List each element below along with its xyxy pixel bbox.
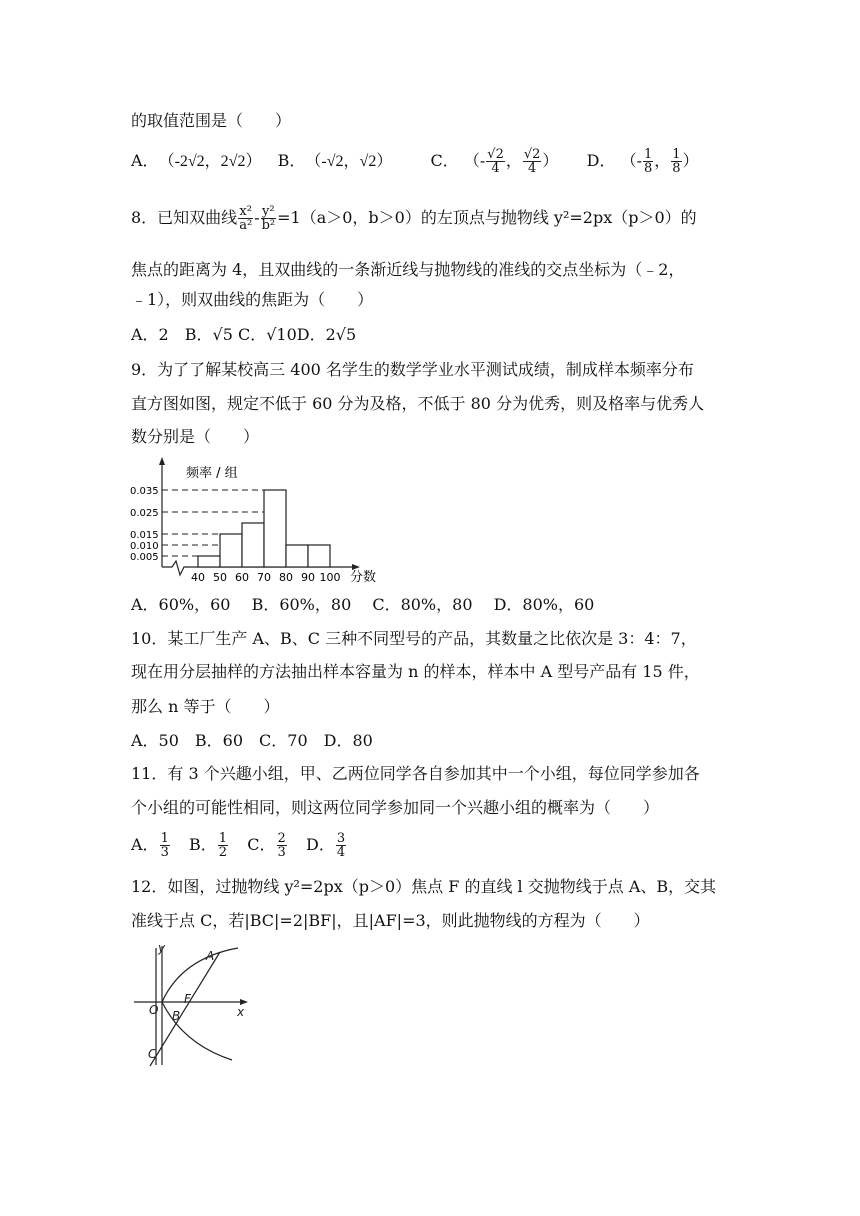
q7-d-close: ）	[682, 151, 699, 170]
q7-option-b: （-√2，√2）	[305, 153, 393, 170]
q7-d-den1: 8	[643, 161, 653, 176]
q11-option-c-label: C．	[247, 835, 276, 854]
histogram-y-tick-label: 0.015	[130, 530, 159, 541]
q8-rest: =1（a＞0，b＞0）的左顶点与抛物线 y²=2px（p＞0）的	[277, 208, 697, 227]
q11-b-den: 2	[218, 845, 228, 860]
q7-d-num2: 1	[672, 147, 681, 162]
histogram-y-tick-label: 0.005	[130, 552, 159, 563]
q11-b-num: 1	[218, 831, 228, 846]
label-y: y	[158, 941, 166, 955]
q11-option-b-label: B．	[189, 835, 217, 854]
q8-options: A．2 B．√5 C．√10D．2√5	[131, 325, 357, 344]
q7-c-den1: 4	[491, 161, 500, 176]
q11-d-num: 3	[336, 831, 346, 846]
histogram-x-tick-label: 70	[257, 571, 271, 584]
q11-a-num: 1	[160, 831, 169, 846]
label-F: F	[184, 992, 191, 1006]
q11-option-a-label: A．	[131, 835, 159, 854]
q10-options: A．50 B．60 C．70 D．80	[131, 731, 373, 750]
histogram-ylabel: 频率 / 组	[186, 466, 238, 481]
q7-stem-tail: 的取值范围是（ ）	[131, 111, 292, 130]
histogram-y-tick-label: 0.025	[130, 508, 159, 519]
parabola-upper-branch	[162, 948, 238, 1002]
q11-d-den: 4	[336, 845, 346, 860]
label-C: C	[148, 1047, 157, 1061]
q7-option-d-label: D．	[586, 151, 616, 170]
histogram-x-tick-label: 80	[279, 571, 293, 584]
q8-minus: -	[254, 208, 260, 227]
q7-option-d-open: （-	[620, 151, 642, 170]
q8-frac1-den: a²	[239, 218, 253, 233]
q7-c-close: ）	[542, 151, 559, 170]
label-O: O	[149, 1003, 159, 1017]
q9-line3: 数分别是（ ）	[131, 427, 260, 446]
q8-frac2-den: b²	[261, 218, 276, 233]
histogram-bar	[220, 534, 242, 567]
q9-line2: 直方图如图，规定不低于 60 分为及格，不低于 80 分为优秀，则及格率与优秀人	[131, 394, 705, 413]
q8-line3: ﹣1），则双曲线的焦距为（ ）	[131, 290, 374, 309]
label-A: A	[206, 949, 215, 963]
q10-line1: 10．某工厂生产 A、B、C 三种不同型号的产品，其数量之比依次是 3：4：7，	[131, 629, 697, 648]
q7-c-num1: √2	[487, 147, 504, 162]
histogram-x-tick-label: 100	[319, 571, 341, 584]
q7-option-c-open: （-	[463, 151, 486, 170]
q9-line1: 9．为了了解某校高三 400 名学生的数学学业水平测试成绩，制成样本频率分布	[131, 360, 694, 379]
histogram-y-tick-label: 0.010	[130, 541, 159, 552]
parabola-figure	[128, 940, 250, 1070]
q7-c-num2: √2	[523, 147, 541, 162]
q11-line1: 11．有 3 个兴趣小组，甲、乙两位同学各自参加其中一个小组，每位同学参加各	[131, 764, 700, 783]
line-l	[150, 952, 220, 1066]
histogram-bar	[286, 545, 308, 567]
q11-c-den: 3	[277, 845, 286, 860]
histogram-x-tick-label: 50	[213, 571, 227, 584]
q8-frac2-num: y²	[262, 204, 275, 219]
histogram-xlabel: 分数	[350, 570, 377, 585]
histogram-x-tick-label: 90	[301, 571, 315, 584]
histogram-bar	[198, 556, 220, 567]
label-B: B	[172, 1009, 181, 1023]
frequency-histogram	[128, 455, 388, 587]
q7-option-b-label: B．	[277, 151, 306, 170]
q9-options: A．60%，60 B．60%，80 C．80%，80 D．80%，60	[131, 595, 595, 614]
q8-prefix: 8．已知双曲线	[131, 208, 238, 227]
q7-options	[131, 148, 699, 175]
q11-line2: 个小组的可能性相同，则这两位同学参加同一个兴趣小组的概率为（ ）	[131, 798, 660, 817]
histogram-y-tick-label: 0.035	[130, 486, 159, 497]
q7-d-comma: ，	[654, 151, 671, 170]
q7-option-a-label: A．	[131, 151, 159, 170]
q7-d-num1: 1	[643, 147, 653, 162]
q7-option-a: （-2√2，2√2）	[158, 153, 262, 170]
q8-line2: 焦点的距离为 4，且双曲线的一条渐近线与抛物线的准线的交点坐标为（﹣2，	[131, 260, 685, 279]
histogram-x-tick-label: 60	[235, 571, 249, 584]
label-x: x	[237, 1005, 245, 1019]
histogram-bar	[264, 490, 286, 567]
q8-frac1-num: x²	[239, 204, 252, 219]
q11-c-num: 2	[277, 831, 286, 846]
q11-option-d-label: D．	[305, 835, 335, 854]
q7-c-den2: 4	[528, 161, 537, 176]
q8-line1	[131, 205, 697, 232]
histogram-x-tick-label: 40	[191, 571, 205, 584]
q7-d-den2: 8	[672, 161, 681, 176]
q11-options	[131, 832, 347, 859]
q7-option-c-label: C．	[430, 151, 459, 170]
q7-c-comma: ，	[505, 151, 522, 170]
histogram-bar	[308, 545, 330, 567]
q12-line2: 准线于点 C，若|BC|=2|BF|，且|AF|=3，则此抛物线的方程为（ ）	[131, 911, 650, 930]
histogram-bar	[242, 523, 264, 567]
q10-line3: 那么 n 等于（ ）	[131, 697, 280, 716]
q11-a-den: 3	[160, 845, 169, 860]
q12-line1: 12．如图，过抛物线 y²=2px（p＞0）焦点 F 的直线 l 交抛物线于点 A、B，交其	[131, 877, 717, 896]
q10-line2: 现在用分层抽样的方法抽出样本容量为 n 的样本，样本中 A 型号产品有 15 件，	[131, 662, 700, 681]
